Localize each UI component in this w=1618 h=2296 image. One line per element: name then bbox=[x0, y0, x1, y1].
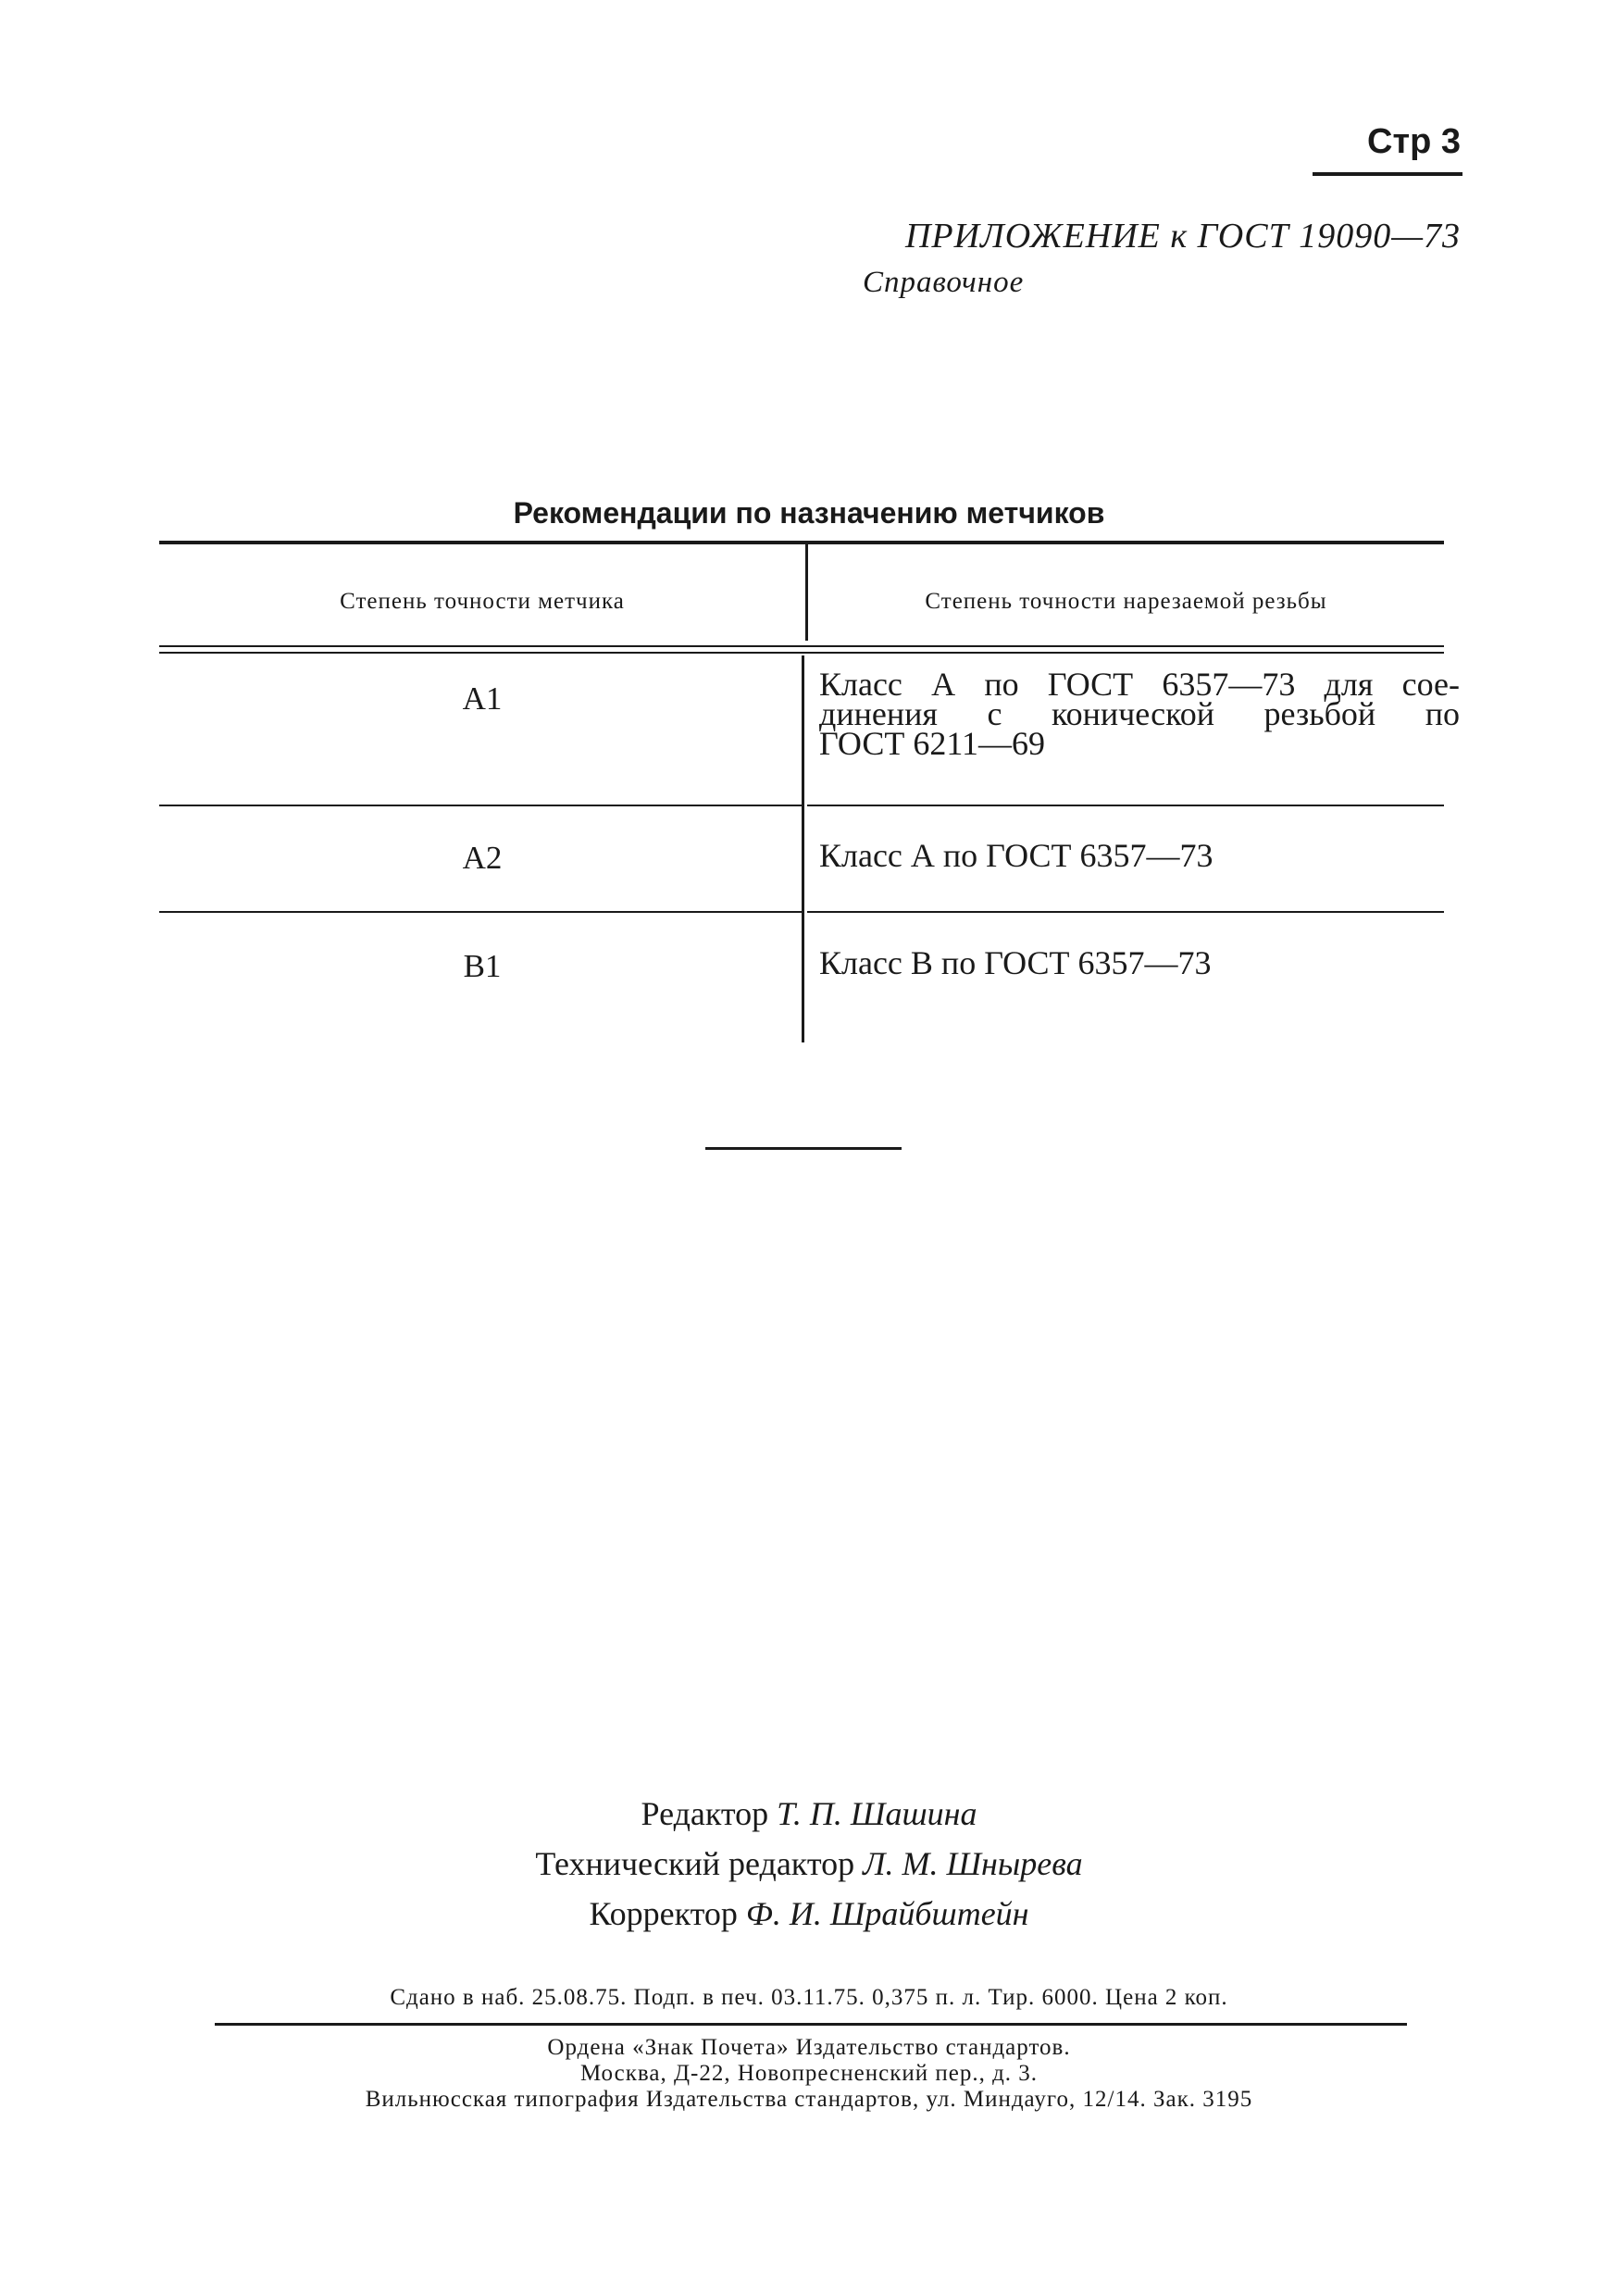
tech-editor-role: Технический редактор bbox=[535, 1845, 855, 1882]
imprint-line: Ордена «Знак Почета» Издательство стандартов. bbox=[547, 2035, 1071, 2060]
table-header-rule bbox=[159, 645, 1444, 647]
thread-class-line: ГОСТ 6211—69 bbox=[819, 725, 1046, 762]
thread-class-line: Класс В по ГОСТ 6357—73 bbox=[819, 944, 1212, 981]
imprint-line: Сдано в наб. 25.08.75. Подп. в печ. 03.11.75. 0,375 п. л. Тир. 6000. Цена 2 коп. bbox=[390, 1985, 1228, 2010]
row-rule bbox=[159, 805, 802, 806]
tap-class-cell: A2 bbox=[462, 840, 503, 876]
appendix-type: Справочное bbox=[863, 266, 1025, 299]
row-rule bbox=[159, 911, 802, 913]
proofreader-line bbox=[0, 1894, 1618, 1933]
editor-name: Т. П. Шашина bbox=[777, 1795, 977, 1832]
column-header-tap-accuracy: Степень точности метчика bbox=[340, 589, 625, 614]
page-number-underline bbox=[1313, 172, 1462, 176]
tap-class-cell: B1 bbox=[463, 948, 502, 984]
imprint-line: Москва, Д-22, Новопресненский пер., д. 3. bbox=[579, 2061, 1039, 2086]
tap-class-cell: A1 bbox=[462, 680, 503, 717]
proofreader-name: Ф. И. Шрайбштейн bbox=[745, 1895, 1029, 1932]
imprint-rule bbox=[215, 2023, 1407, 2026]
page-number: Стр 3 bbox=[1367, 122, 1461, 161]
table-header-rule bbox=[159, 652, 1444, 654]
table-top-rule bbox=[159, 541, 1444, 544]
section-separator bbox=[705, 1147, 902, 1150]
table-title: Рекомендации по назначению метчиков bbox=[513, 496, 1105, 530]
proofreader-role: Корректор bbox=[589, 1895, 738, 1932]
tech-editor-line bbox=[0, 1844, 1618, 1883]
column-header-thread-accuracy: Степень точности нарезаемой резьбы bbox=[925, 589, 1327, 614]
thread-class-line: динения с конической резьбой по bbox=[819, 695, 1460, 732]
row-rule bbox=[807, 911, 1444, 913]
editor-line bbox=[0, 1794, 1618, 1833]
appendix-title: ПРИЛОЖЕНИЕ к ГОСТ 19090—73 bbox=[904, 217, 1461, 256]
imprint-line: Вильнюсская типография Издательства стандартов, ул. Миндауго, 12/14. Зак. 3195 bbox=[365, 2087, 1253, 2112]
row-rule bbox=[807, 805, 1444, 806]
editor-role: Редактор bbox=[641, 1795, 769, 1832]
tech-editor-name: Л. М. Шнырева bbox=[863, 1845, 1083, 1882]
thread-class-line: Класс А по ГОСТ 6357—73 для сое- bbox=[819, 666, 1460, 703]
thread-class-line: Класс А по ГОСТ 6357—73 bbox=[819, 837, 1214, 874]
